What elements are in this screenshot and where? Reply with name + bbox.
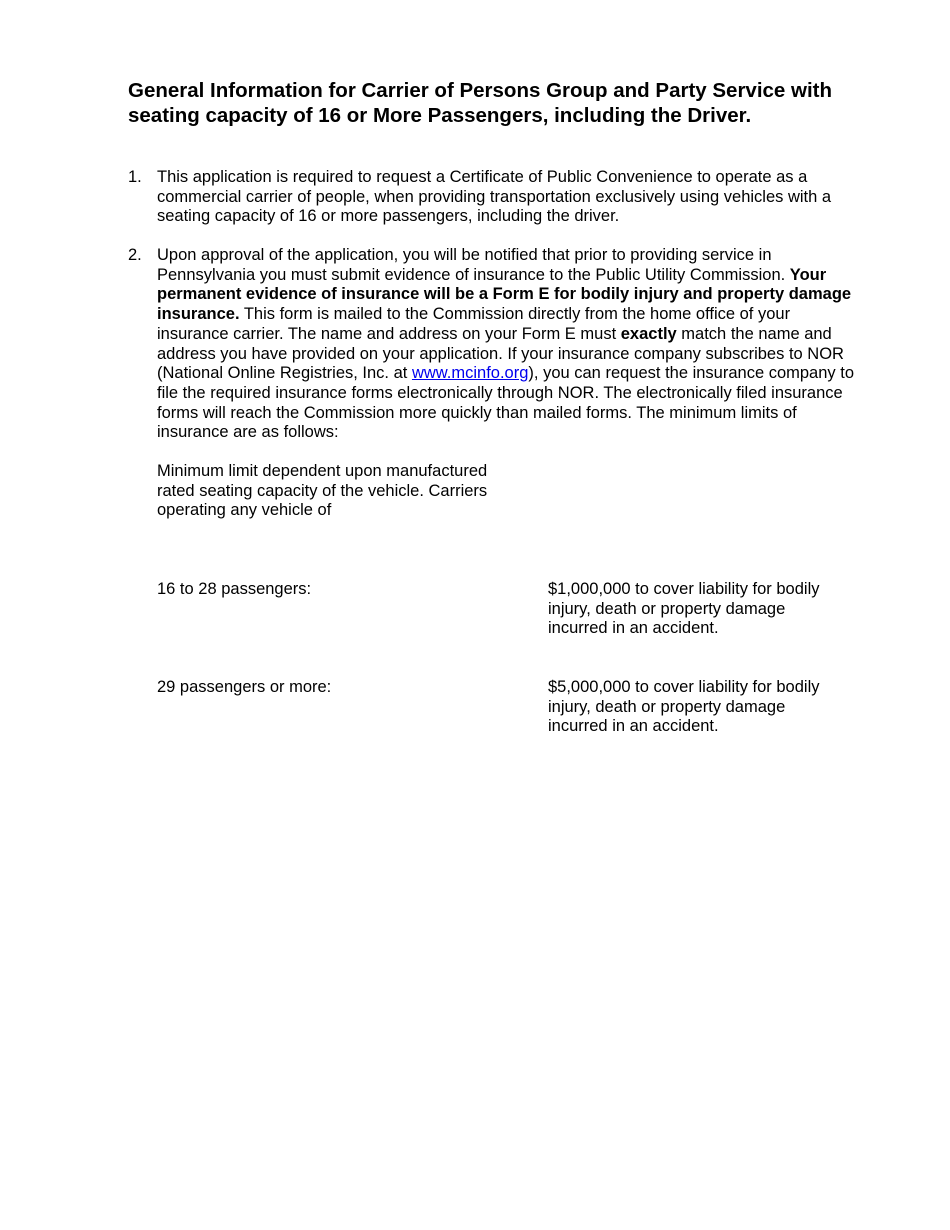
item-2-number: 2. [128,246,142,264]
item-2-part-2: This form is mailed to the Commission directly from the home office of your insurance carrier. The name and address on your Form E must [157,305,791,343]
page-title: General Information for Carrier of Persons Group and Party Service with seating capacity of 16 or More Passengers, including the Driver. [128,79,833,127]
tier-2-label: 29 passengers or more: [157,678,332,696]
item-1-text: This application is required to request a Certificate of Public Convenience to operate as a commercial carrier of people, when providing transportation exclusively using vehicles with a seating capacity of 16 or more passengers, including the driver. [157,168,832,226]
item-2-text [157,246,862,443]
min-limit-text: Minimum limit dependent upon manufactured rated seating capacity of the vehicle. Carriers operating any vehicle of [157,462,488,520]
item-2-part-4: ), you can request the insurance company to file the required insurance forms electronically through NOR. The electronically filed insurance forms will reach the Commission more quickly than mailed forms. The minimum limits of insurance are as follows: [157,364,855,442]
item-2-part-1: Upon approval of the application, you will be notified that prior to providing service in Pennsylvania you must submit evidence of insurance to the Public Utility Commission. [157,246,790,284]
tier-2-description: $5,000,000 to cover liability for bodily injury, death or property damage incurred in an accident. [548,678,820,736]
tier-1-description: $1,000,000 to cover liability for bodily injury, death or property damage incurred in an accident. [548,580,820,638]
item-2-bold-form-e: Your permanent evidence of insurance will be a Form E for bodily injury and property damage insurance. [157,265,852,324]
item-1-number: 1. [128,168,142,186]
tier-1-label: 16 to 28 passengers: [157,580,312,598]
mcinfo-link[interactable]: www.mcinfo.org [411,364,529,383]
item-2-bold-exactly: exactly [620,324,677,343]
item-2-part-3: match the name and address you have provided on your application. If your insurance company subscribes to NOR (National Online Registries, Inc. at [157,324,844,383]
